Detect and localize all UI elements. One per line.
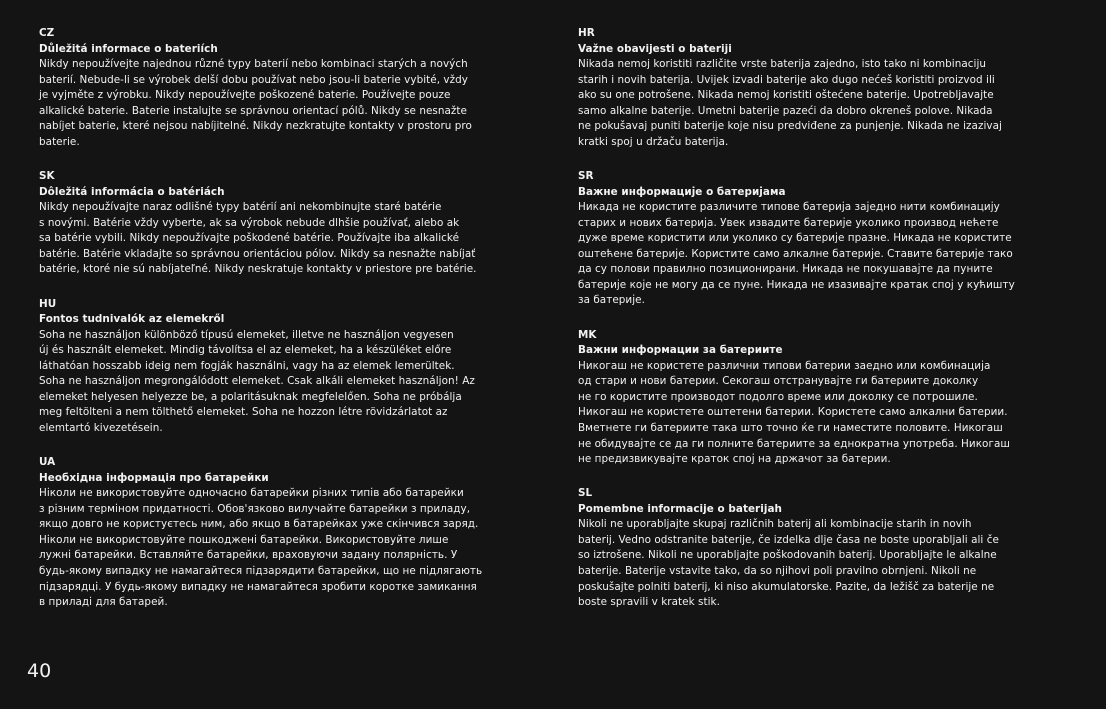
body-line: оштећене батерије. Користите само алкалне батерије. Ставите батерије тако	[578, 247, 1013, 260]
body-line: Ніколи не використовуйте одночасно батарейки різних типів або батарейки	[39, 487, 464, 500]
body-line: sa batérie vybili. Nikdy nepoužívajte poškodené batérie. Používajte iba alkalické	[39, 232, 460, 245]
page-number: 40	[27, 660, 52, 682]
body-line: Soha ne használjon különböző típusú elemeket, illetve ne használjon vegyesen	[39, 328, 454, 341]
body-line: не обидувајте се да ги полните батериите за еднократна употреба. Никогаш	[578, 437, 1010, 450]
section-heading: Dôležitá informácia o batériách	[39, 185, 225, 198]
section-body	[39, 57, 509, 150]
body-line: kratki spoj u držaču baterija.	[578, 135, 729, 148]
body-line: baterije. Baterije vstavite tako, da so njihovi poli pravilno obrnjeni. Nikoli ne	[578, 565, 977, 578]
section-body	[39, 328, 509, 437]
body-line: будь-якому випадку не намагайтеся підзарядити батарейки, що не підлягають	[39, 565, 483, 578]
section-sk	[39, 169, 509, 278]
body-line: Soha ne használjon megrongálódott elemeket. Csak alkáli elemeket használjon! Az	[39, 375, 475, 388]
language-code: CZ	[39, 27, 55, 39]
body-line: baterij. Vedno odstranite baterije, če izdelka dlje časa ne boste uporabljali ali če	[578, 533, 999, 546]
body-line: Nikoli ne uporabljajte skupaj različnih baterij ali kombinacije starih in novih	[578, 518, 972, 531]
section-sl	[578, 486, 1048, 610]
section-heading: Важни информации за батериите	[578, 344, 783, 357]
body-line: дуже време користити или уколико су батерије празне. Никада не користите	[578, 232, 1012, 245]
body-line: je vyjměte z výrobku. Nikdy nepoužívejte poškozené baterie. Používejte pouze	[39, 89, 451, 102]
body-line: Ніколи не використовуйте пошкоджені батарейки. Використовуйте лише	[39, 533, 449, 546]
body-line: so iztrošene. Nikoli ne uporabljajte poškodovanih baterij. Uporabljajte le alkalne	[578, 549, 997, 562]
section-body	[578, 200, 1048, 309]
body-line: nabíjet baterie, které nejsou nabíjitelné. Nikdy nezkratujte kontakty v prostoru pro	[39, 120, 472, 133]
section-body	[578, 359, 1048, 468]
body-line: baterií. Nebude-li se výrobek delší dobu používat nebo jsou-li baterie vybité, vždy	[39, 73, 468, 86]
body-line: старих и нових батерија. Увек извадите батерије уколико производ нећете	[578, 216, 999, 229]
body-line: Никогаш не користете различни типови батерии заедно или комбинација	[578, 359, 991, 372]
section-sr	[578, 169, 1048, 309]
body-line: samo alkalne baterije. Umetni baterije pazeći da dobro okreneš polove. Nikada	[578, 104, 993, 117]
section-body	[578, 517, 1048, 610]
body-line: в приладі для батарей.	[39, 596, 168, 609]
body-line: elemtartó kivezetésein.	[39, 421, 163, 434]
language-code: UA	[39, 456, 56, 469]
section-cz	[39, 26, 509, 150]
body-line: starih i novih baterija. Uvijek izvadi baterije ako dugo nećeš koristiti proizvod ili	[578, 73, 995, 86]
body-line: з різним терміном придатності. Обов'язково вилучайте батарейки з приладу,	[39, 502, 471, 515]
language-code: MK	[578, 328, 597, 341]
body-line: ako su one potrošene. Nikada nemoj koristiti oštećene baterije. Upotrebljavajte	[578, 89, 994, 102]
section-body	[578, 57, 1048, 150]
body-line: за батерије.	[578, 294, 645, 307]
section-heading: Važne obavijesti o bateriji	[578, 42, 732, 55]
body-line: Nikada nemoj koristiti različite vrste baterija zajedno, isto tako ni kombinaciju	[578, 58, 987, 71]
language-code: SL	[578, 487, 593, 500]
body-line: од стари и нови батерии. Секогаш отстранувајте ги батериите доколку	[578, 375, 979, 388]
section-heading: Pomembne informacije o baterijah	[578, 502, 782, 515]
body-line: baterie.	[39, 135, 80, 148]
section-heading: Důležitá informace o bateriích	[39, 42, 218, 55]
body-line: Вметнете ги батериите така што точно ќе ги наместите половите. Никогаш	[578, 421, 1003, 434]
section-body	[39, 200, 509, 278]
section-heading: Fontos tudnivalók az elemekről	[39, 313, 225, 326]
body-line: poskušajte polniti baterij, ki niso akumulatorske. Pazite, da ležišč za baterije ne	[578, 580, 995, 593]
section-hr	[578, 26, 1048, 150]
body-line: ne pokušavaj puniti baterije koje nisu predviđene za punjenje. Nikada ne izazivaj	[578, 120, 1002, 133]
section-heading: Важне информације о батеријама	[578, 185, 786, 198]
body-line: meg feltölteni a nem tölthető elemeket. Soha ne hozzon létre rövidzárlatot az	[39, 406, 448, 419]
language-code: HR	[578, 27, 595, 39]
body-line: Никада не користите различите типове батерија заједно нити комбинацију	[578, 201, 1000, 214]
language-code: SK	[39, 170, 55, 183]
language-code: HU	[39, 297, 57, 310]
body-line: підзарядці. У будь-якому випадку не намагайтеся зробити коротке замикання	[39, 580, 477, 593]
right-column	[578, 26, 1048, 629]
language-code: SR	[578, 170, 594, 183]
body-line: Nikdy nepoužívejte najednou různé typy baterií nebo kombinaci starých a nových	[39, 58, 468, 71]
body-line: batérie. Batérie vkladajte so správnou orientáciou pólov. Nikdy sa nesnažte nabíjať	[39, 247, 476, 260]
body-line: батерије које не могу да се пуне. Никада не изазивајте кратак спој у кућишту	[578, 278, 1015, 291]
body-line: elemeket helyesen helyezze be, a polaritásuknak megfelelően. Soha ne próbálja	[39, 390, 462, 403]
section-hu	[39, 297, 509, 437]
section-ua	[39, 455, 509, 610]
body-line: alkalické baterie. Baterie instalujte se správnou orientací pólů. Nikdy se nesnažte	[39, 104, 467, 117]
section-body	[39, 486, 509, 610]
body-line: boste spravili v kratek stik.	[578, 596, 720, 609]
body-line: új és használt elemeket. Mindig távolítsa el az elemeket, ha a készüléket előre	[39, 344, 452, 357]
body-line: batérie, ktoré nie sú nabíjateľné. Nikdy neskratuje kontakty v priestore pre batérie.	[39, 263, 477, 276]
section-heading: Необхідна інформація про батарейки	[39, 471, 269, 484]
body-line: láthatóan hosszabb ideig nem fogják használni, vagy ha az elemek lemerültek.	[39, 359, 455, 372]
body-line: лужні батарейки. Вставляйте батарейки, враховуючи задану полярність. У	[39, 549, 458, 562]
body-line: Никогаш не користете оштетени батерии. Користете само алкални батерии.	[578, 406, 1008, 419]
body-line: s novými. Batérie vždy vyberte, ak sa výrobok nebude dlhšie používať, alebo ak	[39, 216, 460, 229]
body-line: якщо довго не користуєтесь ним, або якщо в батарейках уже скінчився заряд.	[39, 518, 479, 531]
section-mk	[578, 328, 1048, 468]
left-column	[39, 26, 509, 629]
body-line: да су полови правилно позиционирани. Никада не покушавајте да пуните	[578, 263, 993, 276]
body-line: Nikdy nepoužívajte naraz odlišné typy batérií ani nekombinujte staré batérie	[39, 201, 442, 214]
body-line: не предизвикувајте краток спој на држачот за батерии.	[578, 453, 891, 466]
body-line: не го користите производот подолго време или доколку се потрошиле.	[578, 390, 978, 403]
